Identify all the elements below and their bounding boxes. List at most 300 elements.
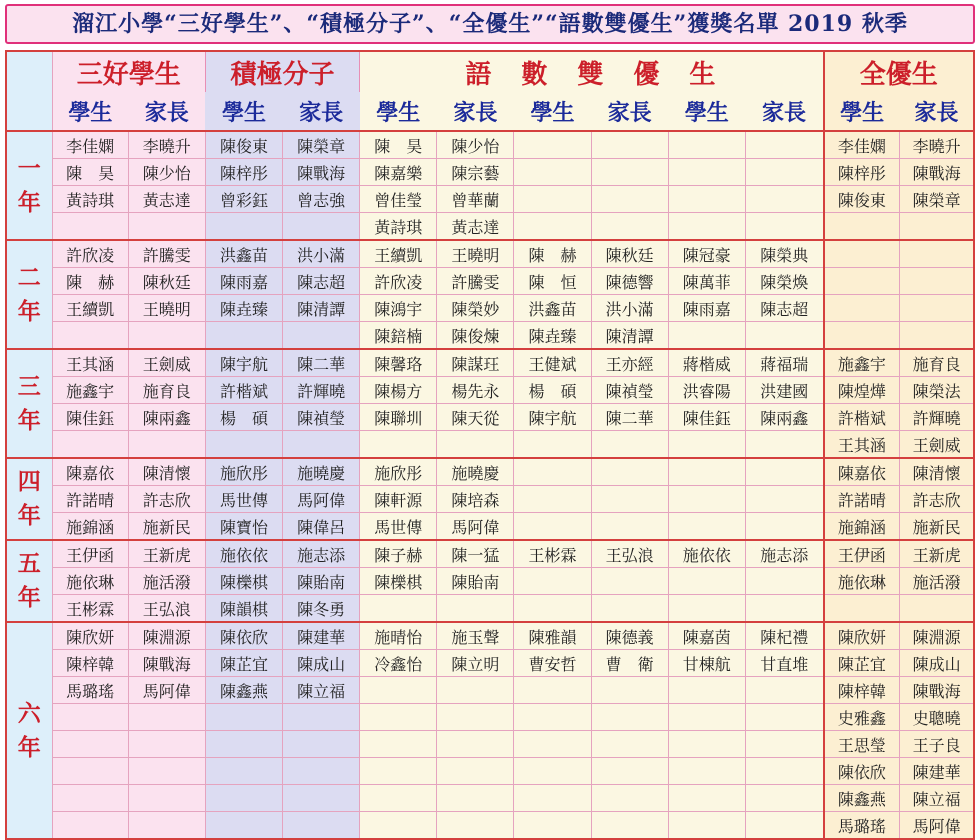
parent-name-cell: 洪小滿 <box>591 295 668 322</box>
student-name-cell: 馬璐瑤 <box>52 677 128 704</box>
grade-label-char: 三 <box>17 372 41 400</box>
grade-label-char: 年 <box>17 406 41 434</box>
student-name-cell <box>360 785 437 812</box>
student-name-cell <box>52 785 128 812</box>
student-name-cell: 洪睿陽 <box>668 377 745 404</box>
parent-name-cell: 陳清譚 <box>283 295 360 322</box>
parent-name-cell <box>128 758 205 785</box>
student-name-cell <box>514 131 591 159</box>
parent-name-cell: 陳榮妙 <box>437 295 514 322</box>
student-name-cell: 陳 赫 <box>514 240 591 268</box>
parent-name-cell <box>745 704 823 731</box>
student-name-cell: 王續凱 <box>360 240 437 268</box>
column-header-student: 學生 <box>360 92 437 131</box>
student-name-cell: 洪鑫苗 <box>514 295 591 322</box>
parent-name-cell: 陳杞禮 <box>745 622 823 650</box>
student-name-cell: 陳梓韓 <box>52 650 128 677</box>
student-name-cell: 施錦涵 <box>824 513 900 541</box>
student-name-cell: 陳軒源 <box>360 486 437 513</box>
parent-name-cell: 王曉明 <box>437 240 514 268</box>
parent-name-cell: 施活潑 <box>900 568 974 595</box>
table-row <box>6 540 974 568</box>
parent-name-cell: 陳淵源 <box>128 622 205 650</box>
table-row <box>6 404 974 431</box>
parent-name-cell: 陳少怡 <box>128 159 205 186</box>
student-name-cell: 陳櫟棋 <box>360 568 437 595</box>
student-name-cell: 陳鑫燕 <box>205 677 282 704</box>
parent-name-cell <box>437 758 514 785</box>
parent-name-cell <box>128 731 205 758</box>
student-name-cell: 陳 赫 <box>52 268 128 295</box>
table-row <box>6 268 974 295</box>
parent-name-cell: 馬阿偉 <box>283 486 360 513</box>
parent-name-cell: 陳立福 <box>900 785 974 812</box>
group-header-yushu: 語 數 雙 優 生 <box>360 51 824 92</box>
parent-name-cell: 陳立福 <box>283 677 360 704</box>
student-name-cell <box>514 731 591 758</box>
parent-name-cell: 陳建華 <box>283 622 360 650</box>
parent-name-cell: 王子良 <box>900 731 974 758</box>
student-name-cell <box>52 812 128 840</box>
student-name-cell <box>668 704 745 731</box>
parent-name-cell <box>283 758 360 785</box>
student-name-cell: 曾彩鈺 <box>205 186 282 213</box>
student-name-cell <box>668 159 745 186</box>
column-header-student: 學生 <box>205 92 282 131</box>
student-name-cell: 李佳嫻 <box>824 131 900 159</box>
student-name-cell <box>514 513 591 541</box>
student-name-cell: 王彬霖 <box>52 595 128 623</box>
student-name-cell <box>360 595 437 623</box>
parent-name-cell: 王亦經 <box>591 349 668 377</box>
parent-name-cell <box>128 213 205 241</box>
parent-name-cell: 陳榮章 <box>900 186 974 213</box>
student-name-cell: 陳聯圳 <box>360 404 437 431</box>
student-name-cell: 施鑫宇 <box>824 349 900 377</box>
student-name-cell <box>824 213 900 241</box>
parent-name-cell: 陳秋廷 <box>591 240 668 268</box>
parent-name-cell: 王曉明 <box>128 295 205 322</box>
parent-name-cell <box>283 785 360 812</box>
parent-name-cell <box>591 785 668 812</box>
parent-name-cell: 施曉慶 <box>437 458 514 486</box>
table-row <box>6 812 974 840</box>
student-name-cell <box>360 431 437 459</box>
grade-label <box>6 540 52 622</box>
parent-name-cell: 甘直堆 <box>745 650 823 677</box>
grade-label-char: 五 <box>17 550 41 577</box>
parent-name-cell: 陳清譚 <box>591 322 668 350</box>
student-name-cell <box>514 812 591 840</box>
parent-name-cell <box>437 595 514 623</box>
parent-name-cell: 許志欣 <box>900 486 974 513</box>
parent-name-cell: 黃志達 <box>437 213 514 241</box>
student-name-cell: 施欣彤 <box>205 458 282 486</box>
parent-name-cell: 陳成山 <box>900 650 974 677</box>
table-row <box>6 458 974 486</box>
parent-name-cell <box>745 513 823 541</box>
student-name-cell: 陳雅韻 <box>514 622 591 650</box>
parent-name-cell <box>128 431 205 459</box>
parent-name-cell: 李曉升 <box>128 131 205 159</box>
column-header-student: 學生 <box>824 92 900 131</box>
grade-label-char: 四 <box>17 468 41 495</box>
column-header-parent: 家長 <box>745 92 823 131</box>
parent-name-cell <box>128 704 205 731</box>
table-row <box>6 622 974 650</box>
table-row <box>6 377 974 404</box>
student-name-cell <box>514 431 591 459</box>
parent-name-cell: 陳偉呂 <box>283 513 360 541</box>
parent-name-cell <box>745 486 823 513</box>
student-name-cell <box>668 677 745 704</box>
student-name-cell <box>52 758 128 785</box>
student-name-cell <box>514 568 591 595</box>
parent-name-cell: 陳志超 <box>745 295 823 322</box>
student-name-cell: 王伊函 <box>824 540 900 568</box>
student-name-cell: 陳垚臻 <box>205 295 282 322</box>
parent-name-cell: 王劍威 <box>128 349 205 377</box>
student-name-cell <box>514 704 591 731</box>
student-name-cell <box>52 731 128 758</box>
student-name-cell <box>668 486 745 513</box>
parent-name-cell <box>745 758 823 785</box>
student-name-cell: 施依依 <box>668 540 745 568</box>
parent-name-cell <box>745 322 823 350</box>
parent-name-cell <box>283 704 360 731</box>
student-name-cell: 陳欣妍 <box>52 622 128 650</box>
student-name-cell: 王思瑩 <box>824 731 900 758</box>
student-name-cell <box>668 513 745 541</box>
parent-name-cell: 陳謀玨 <box>437 349 514 377</box>
student-name-cell: 陳芷宜 <box>205 650 282 677</box>
grade-label-char: 年 <box>17 297 41 325</box>
parent-name-cell: 施曉慶 <box>283 458 360 486</box>
student-name-cell: 陳子赫 <box>360 540 437 568</box>
student-name-cell <box>514 458 591 486</box>
grade-label-char: 一 <box>17 154 41 182</box>
student-name-cell <box>52 431 128 459</box>
parent-name-cell <box>745 159 823 186</box>
student-name-cell: 許諾晴 <box>824 486 900 513</box>
student-name-cell: 陳宇航 <box>514 404 591 431</box>
parent-name-cell: 陳貽南 <box>283 568 360 595</box>
student-name-cell: 馬璐瑤 <box>824 812 900 840</box>
parent-name-cell: 陳兩鑫 <box>745 404 823 431</box>
student-name-cell: 楊 碩 <box>205 404 282 431</box>
parent-name-cell: 陳貽南 <box>437 568 514 595</box>
student-name-cell <box>668 731 745 758</box>
table-row <box>6 704 974 731</box>
student-name-cell: 王其涵 <box>52 349 128 377</box>
student-name-cell: 陳梓彤 <box>824 159 900 186</box>
parent-name-cell <box>591 458 668 486</box>
student-name-cell <box>514 677 591 704</box>
parent-name-cell: 曾志強 <box>283 186 360 213</box>
student-name-cell: 陳雨嘉 <box>668 295 745 322</box>
grade-label-char: 年 <box>17 188 41 216</box>
parent-name-cell <box>591 131 668 159</box>
student-name-cell <box>668 758 745 785</box>
parent-name-cell <box>437 431 514 459</box>
grade-label-char: 二 <box>17 263 41 291</box>
parent-name-cell: 陳天從 <box>437 404 514 431</box>
table-row <box>6 213 974 241</box>
student-name-cell <box>514 159 591 186</box>
student-name-cell: 許欣凌 <box>360 268 437 295</box>
parent-name-cell: 史聰曉 <box>900 704 974 731</box>
parent-name-cell <box>591 186 668 213</box>
student-name-cell <box>360 704 437 731</box>
parent-name-cell <box>900 213 974 241</box>
parent-name-cell: 陳兩鑫 <box>128 404 205 431</box>
parent-name-cell <box>591 758 668 785</box>
grade-label <box>6 458 52 540</box>
student-name-cell: 陳垚臻 <box>514 322 591 350</box>
student-name-cell <box>205 431 282 459</box>
parent-name-cell <box>591 159 668 186</box>
parent-name-cell <box>900 240 974 268</box>
student-name-cell <box>824 268 900 295</box>
student-name-cell <box>360 731 437 758</box>
parent-name-cell <box>591 513 668 541</box>
parent-name-cell <box>745 568 823 595</box>
parent-name-cell <box>900 322 974 350</box>
student-name-cell: 許欣凌 <box>52 240 128 268</box>
table-row <box>6 131 974 159</box>
parent-name-cell: 陳一猛 <box>437 540 514 568</box>
column-header-parent: 家長 <box>128 92 205 131</box>
parent-name-cell: 施玉聲 <box>437 622 514 650</box>
parent-name-cell: 王新虎 <box>900 540 974 568</box>
student-name-cell <box>668 131 745 159</box>
student-name-cell: 陳欣妍 <box>824 622 900 650</box>
student-name-cell: 陳煌燁 <box>824 377 900 404</box>
student-name-cell: 馬世傳 <box>205 486 282 513</box>
parent-name-cell <box>745 812 823 840</box>
table-row <box>6 650 974 677</box>
student-name-cell: 陳嘉茵 <box>668 622 745 650</box>
parent-name-cell <box>900 268 974 295</box>
student-name-cell <box>668 568 745 595</box>
parent-name-cell <box>745 458 823 486</box>
parent-name-cell <box>437 812 514 840</box>
student-name-cell <box>514 186 591 213</box>
parent-name-cell <box>591 213 668 241</box>
student-name-cell: 陳櫟棋 <box>205 568 282 595</box>
parent-name-cell <box>283 322 360 350</box>
parent-name-cell <box>591 568 668 595</box>
parent-name-cell: 王新虎 <box>128 540 205 568</box>
student-name-cell: 陳楊方 <box>360 377 437 404</box>
parent-name-cell: 陳二華 <box>283 349 360 377</box>
parent-name-cell <box>745 131 823 159</box>
student-name-cell: 陳馨珞 <box>360 349 437 377</box>
parent-name-cell: 陳志超 <box>283 268 360 295</box>
parent-name-cell: 馬阿偉 <box>437 513 514 541</box>
student-name-cell: 陳依欣 <box>205 622 282 650</box>
student-name-cell: 陳佳鈺 <box>52 404 128 431</box>
parent-name-cell <box>437 731 514 758</box>
student-name-cell <box>514 785 591 812</box>
page-title: 溜江小學“三好學生”、“積極分子”、“全優生”“語數雙優生”獲獎名單 2019 秋季 <box>5 4 975 44</box>
student-name-cell <box>360 677 437 704</box>
student-name-cell: 王其涵 <box>824 431 900 459</box>
parent-name-cell: 許志欣 <box>128 486 205 513</box>
corner-cell <box>6 51 52 131</box>
student-name-cell: 施晴怡 <box>360 622 437 650</box>
student-name-cell <box>514 758 591 785</box>
parent-name-cell <box>591 677 668 704</box>
student-name-cell: 許楷斌 <box>824 404 900 431</box>
parent-name-cell: 陳戰海 <box>283 159 360 186</box>
student-name-cell <box>205 322 282 350</box>
column-header-student: 學生 <box>514 92 591 131</box>
student-name-cell <box>514 595 591 623</box>
parent-name-cell: 許騰雯 <box>128 240 205 268</box>
group-header-quanyou: 全優生 <box>824 51 974 92</box>
parent-name-cell <box>591 812 668 840</box>
parent-name-cell: 陳培森 <box>437 486 514 513</box>
parent-name-cell <box>128 785 205 812</box>
column-header-parent: 家長 <box>283 92 360 131</box>
student-name-cell: 陳錇楠 <box>360 322 437 350</box>
group-header-sanhao: 三好學生 <box>52 51 205 92</box>
student-name-cell: 洪鑫苗 <box>205 240 282 268</box>
student-name-cell <box>514 213 591 241</box>
student-name-cell: 王伊函 <box>52 540 128 568</box>
grade-label-char: 年 <box>17 733 41 761</box>
parent-name-cell: 李曉升 <box>900 131 974 159</box>
table-row <box>6 349 974 377</box>
student-name-cell: 曾佳瑩 <box>360 186 437 213</box>
student-name-cell <box>205 758 282 785</box>
table-row <box>6 785 974 812</box>
student-name-cell: 陳宇航 <box>205 349 282 377</box>
student-name-cell: 陳 昊 <box>52 159 128 186</box>
parent-name-cell: 施新民 <box>900 513 974 541</box>
student-name-cell: 施依依 <box>205 540 282 568</box>
parent-name-cell <box>283 812 360 840</box>
student-name-cell <box>205 213 282 241</box>
parent-name-cell: 陳成山 <box>283 650 360 677</box>
parent-name-cell: 楊先永 <box>437 377 514 404</box>
student-name-cell <box>668 458 745 486</box>
student-name-cell: 陳嘉依 <box>824 458 900 486</box>
student-name-cell: 施鑫宇 <box>52 377 128 404</box>
parent-name-cell: 陳德義 <box>591 622 668 650</box>
student-name-cell: 施依琳 <box>824 568 900 595</box>
parent-name-cell: 陳戰海 <box>128 650 205 677</box>
student-name-cell: 陳芷宜 <box>824 650 900 677</box>
parent-name-cell <box>591 704 668 731</box>
student-name-cell <box>824 322 900 350</box>
student-name-cell: 陳寶怡 <box>205 513 282 541</box>
column-header-parent: 家長 <box>900 92 974 131</box>
student-name-cell <box>668 322 745 350</box>
parent-name-cell: 陳榮法 <box>900 377 974 404</box>
student-name-cell: 黃詩琪 <box>360 213 437 241</box>
parent-name-cell: 陳二華 <box>591 404 668 431</box>
table-row <box>6 322 974 350</box>
parent-name-cell: 曾華蘭 <box>437 186 514 213</box>
parent-name-cell: 陳冬勇 <box>283 595 360 623</box>
table-row <box>6 240 974 268</box>
parent-name-cell: 陳榮典 <box>745 240 823 268</box>
parent-name-cell: 許騰雯 <box>437 268 514 295</box>
parent-name-cell: 陳禎瑩 <box>283 404 360 431</box>
table-row <box>6 731 974 758</box>
parent-name-cell: 蔣福瑞 <box>745 349 823 377</box>
student-name-cell: 施依琳 <box>52 568 128 595</box>
parent-name-cell: 王弘浪 <box>128 595 205 623</box>
student-name-cell: 楊 碩 <box>514 377 591 404</box>
student-name-cell: 陳冠豪 <box>668 240 745 268</box>
parent-name-cell: 洪建國 <box>745 377 823 404</box>
grade-label-char: 六 <box>17 699 41 727</box>
student-name-cell <box>52 213 128 241</box>
grade-label-char: 年 <box>17 584 41 611</box>
parent-name-cell: 施新民 <box>128 513 205 541</box>
student-name-cell <box>514 486 591 513</box>
parent-name-cell <box>437 704 514 731</box>
parent-name-cell: 陳俊煉 <box>437 322 514 350</box>
student-name-cell: 許楷斌 <box>205 377 282 404</box>
parent-name-cell: 施活潑 <box>128 568 205 595</box>
parent-name-cell <box>128 322 205 350</box>
table-row <box>6 486 974 513</box>
student-name-cell: 陳萬菲 <box>668 268 745 295</box>
student-name-cell <box>668 595 745 623</box>
student-name-cell <box>668 213 745 241</box>
student-name-cell: 蔣楷威 <box>668 349 745 377</box>
parent-name-cell <box>745 785 823 812</box>
parent-name-cell: 馬阿偉 <box>900 812 974 840</box>
parent-name-cell: 陳立明 <box>437 650 514 677</box>
roster-body <box>6 131 974 839</box>
student-name-cell <box>360 758 437 785</box>
table-row <box>6 568 974 595</box>
student-name-cell: 陳雨嘉 <box>205 268 282 295</box>
parent-name-cell: 許輝曉 <box>283 377 360 404</box>
parent-name-cell <box>745 213 823 241</box>
parent-name-cell: 陳戰海 <box>900 159 974 186</box>
student-name-cell <box>824 240 900 268</box>
parent-name-cell <box>437 677 514 704</box>
parent-name-cell: 曹 衛 <box>591 650 668 677</box>
parent-name-cell <box>283 731 360 758</box>
student-name-cell <box>52 322 128 350</box>
award-roster-table <box>5 50 975 840</box>
parent-name-cell <box>591 731 668 758</box>
table-row <box>6 295 974 322</box>
student-name-cell <box>205 704 282 731</box>
student-name-cell: 馬世傳 <box>360 513 437 541</box>
parent-name-cell: 陳德響 <box>591 268 668 295</box>
parent-name-cell: 陳建華 <box>900 758 974 785</box>
student-name-cell: 陳 昊 <box>360 131 437 159</box>
parent-name-cell: 陳清懷 <box>128 458 205 486</box>
parent-name-cell <box>591 486 668 513</box>
student-name-cell: 甘棟航 <box>668 650 745 677</box>
grade-label-char: 年 <box>17 502 41 529</box>
table-row <box>6 186 974 213</box>
student-name-cell: 王彬霖 <box>514 540 591 568</box>
column-header-student: 學生 <box>668 92 745 131</box>
parent-name-cell <box>591 431 668 459</box>
student-name-cell <box>668 186 745 213</box>
student-name-cell <box>205 785 282 812</box>
